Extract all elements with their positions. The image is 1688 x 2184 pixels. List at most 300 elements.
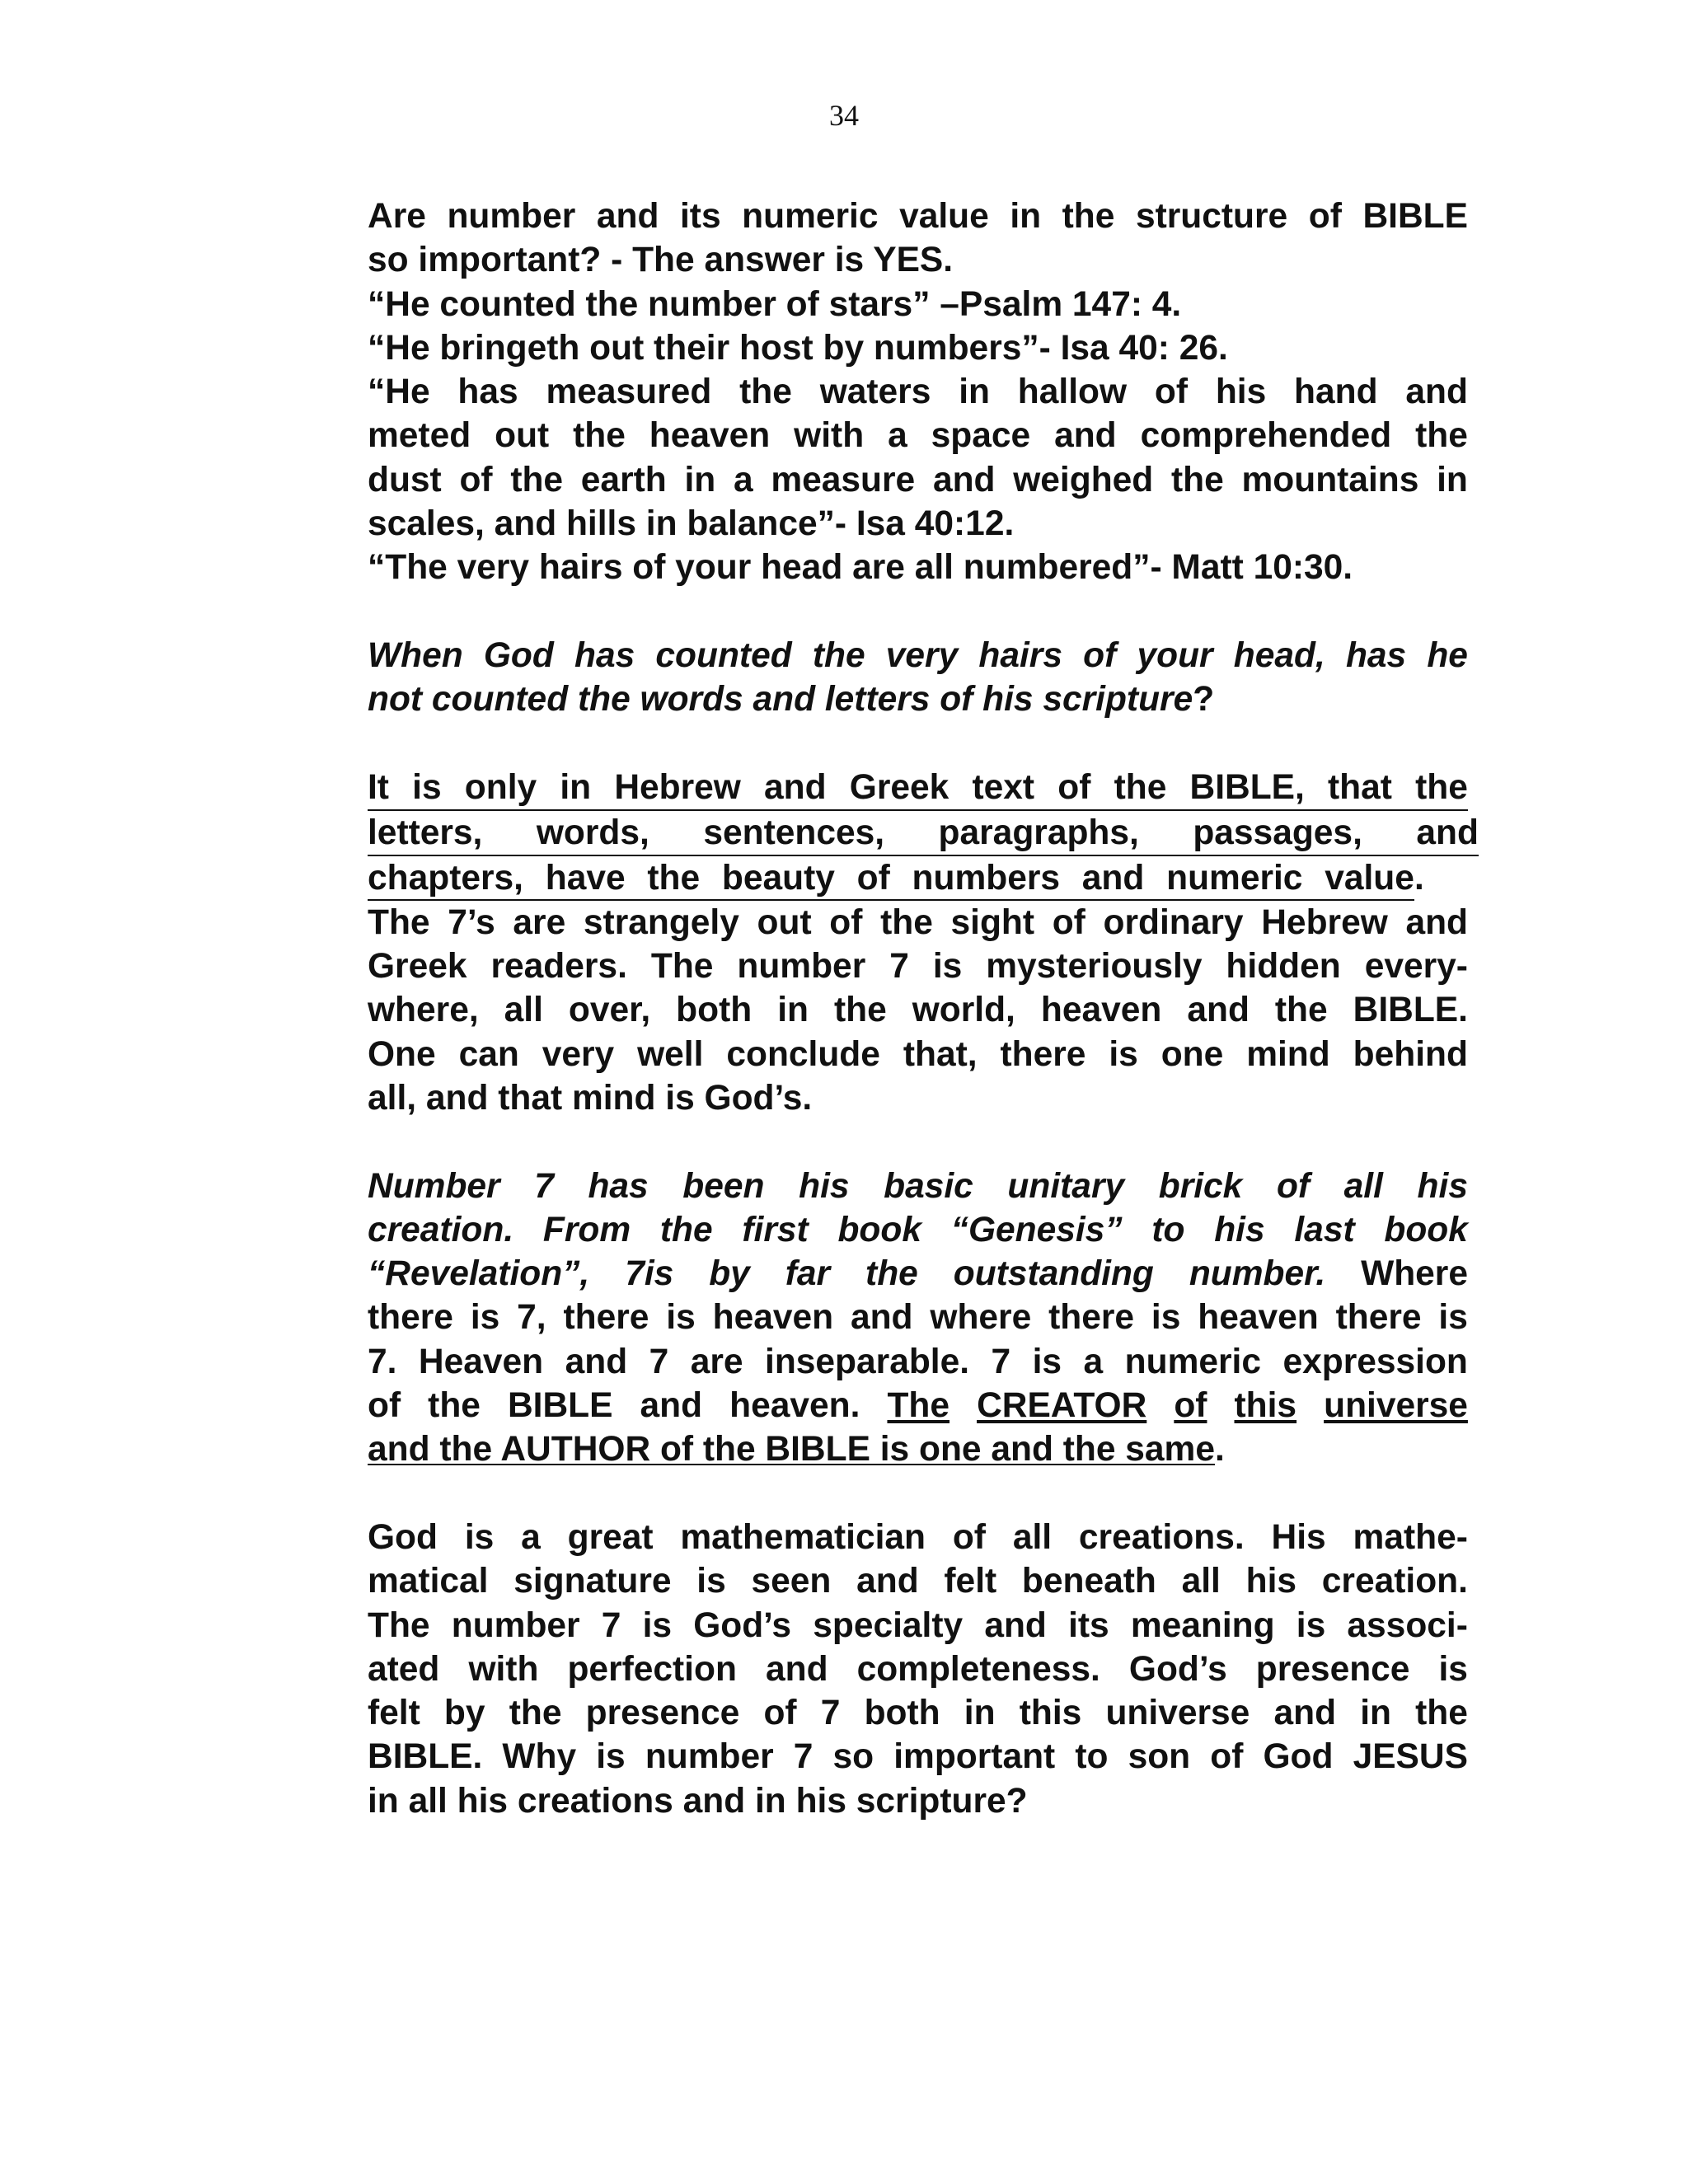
word: mind	[1246, 1034, 1330, 1074]
word: and	[932, 460, 996, 499]
word: presence	[585, 1694, 740, 1733]
word: in	[959, 373, 990, 412]
word: out	[495, 416, 550, 456]
word: BIBLE	[1362, 197, 1468, 236]
word: has	[574, 635, 635, 675]
word: is	[1296, 1605, 1326, 1645]
word: important	[893, 1737, 1056, 1777]
word: first	[742, 1210, 809, 1249]
word: and	[764, 767, 827, 807]
word: The	[368, 1605, 430, 1645]
word: His	[1271, 1517, 1326, 1557]
word: his	[1245, 1562, 1297, 1601]
word: the	[510, 460, 564, 499]
word: a	[733, 460, 753, 499]
word: that	[1328, 767, 1392, 807]
paragraph-3	[368, 766, 1479, 1120]
word: meted	[368, 416, 471, 456]
word: with	[468, 1649, 539, 1689]
word: outstanding	[953, 1254, 1154, 1294]
word: God	[1263, 1737, 1334, 1777]
word: has	[588, 1166, 649, 1206]
word: creation.	[1321, 1562, 1468, 1601]
word: The	[368, 902, 430, 942]
word: of	[952, 1517, 986, 1557]
word: BIBLE,	[1189, 767, 1305, 807]
word: is	[1109, 1034, 1138, 1074]
word: behind	[1353, 1034, 1468, 1074]
word: is	[1438, 1298, 1468, 1338]
word: chapters,	[368, 859, 523, 898]
word: “Genesis”	[950, 1210, 1123, 1249]
word: creation.	[368, 1210, 514, 1249]
text-line	[368, 1691, 1468, 1735]
word: universe	[1324, 1386, 1468, 1426]
word: structure	[1135, 197, 1288, 236]
word: 7	[793, 1737, 814, 1777]
word: in	[964, 1694, 996, 1733]
word: universe	[1105, 1694, 1250, 1733]
word: measured	[546, 373, 712, 412]
word: where,	[368, 991, 479, 1030]
text-line: so important? - The answer is YES.	[368, 241, 954, 280]
word: 7	[991, 1342, 1011, 1381]
word: this	[1234, 1386, 1297, 1426]
word: the	[1415, 767, 1468, 807]
word: the	[428, 1386, 481, 1426]
word: heaven	[712, 1298, 834, 1338]
word: and	[765, 1649, 828, 1689]
word: very	[542, 1034, 615, 1074]
word: When	[368, 635, 463, 675]
word: One	[368, 1034, 436, 1074]
word: is	[666, 1298, 696, 1338]
word: and	[984, 1605, 1047, 1645]
underlined-line	[368, 766, 1468, 811]
text-line	[368, 988, 1468, 1032]
word: a	[1083, 1342, 1104, 1381]
word: his	[1214, 1210, 1265, 1249]
word: 7.	[368, 1342, 397, 1381]
word: of	[829, 902, 863, 942]
word: the	[573, 416, 626, 456]
word: of	[368, 1386, 401, 1426]
word: Greek	[849, 767, 950, 807]
word: words,	[536, 813, 649, 853]
paragraph-spacer	[368, 590, 1468, 634]
word: completeness.	[856, 1649, 1100, 1689]
word: both	[864, 1694, 940, 1733]
word: the	[739, 373, 792, 412]
word: It	[368, 767, 389, 807]
word: hallow	[1017, 373, 1128, 412]
word: weighed	[1013, 460, 1154, 499]
word: 7,	[517, 1298, 546, 1338]
word: is	[596, 1737, 626, 1777]
page-number: 34	[829, 99, 859, 132]
word: unitary	[1007, 1166, 1125, 1206]
word: one	[1160, 1034, 1224, 1074]
word: beneath	[1021, 1562, 1156, 1601]
word: Number	[368, 1166, 500, 1206]
word: to	[1151, 1210, 1185, 1249]
word: there	[1000, 1034, 1086, 1074]
word: have	[545, 859, 626, 898]
word: sentences,	[703, 813, 885, 853]
paragraph-2	[368, 634, 1468, 722]
text-end: ?	[1193, 680, 1215, 719]
text-line: all, and that mind is God’s.	[368, 1078, 813, 1118]
text-line	[368, 1516, 1468, 1559]
word: the	[1171, 460, 1224, 499]
word: your	[1137, 635, 1213, 675]
word: the	[647, 859, 701, 898]
word: creations.	[1078, 1517, 1245, 1557]
word: world,	[912, 991, 1015, 1030]
word: associ-	[1347, 1605, 1468, 1645]
word: of	[1276, 1166, 1311, 1206]
text-end: .	[1214, 1430, 1225, 1469]
word: its	[679, 197, 721, 236]
word: numeric	[1124, 1342, 1261, 1381]
word: JESUS	[1353, 1737, 1468, 1777]
word: Where	[1361, 1254, 1468, 1294]
word: the	[880, 902, 933, 942]
paragraph-spacer	[368, 722, 1468, 766]
word: God’s	[1128, 1649, 1227, 1689]
word: of	[1174, 1386, 1207, 1426]
word: seen	[751, 1562, 832, 1601]
underlined-line	[368, 811, 1479, 856]
word: by	[709, 1254, 750, 1294]
paragraph-1	[368, 194, 1468, 590]
word: number	[451, 1605, 580, 1645]
text-line	[368, 1033, 1468, 1076]
word: beauty	[721, 859, 835, 898]
text-line: “He counted the number of stars” –Psalm 147: 4.	[368, 284, 1182, 324]
word: Greek	[368, 947, 467, 987]
word: the	[1274, 991, 1328, 1030]
word: in	[684, 460, 716, 499]
word: in	[1010, 197, 1042, 236]
word: is	[1151, 1298, 1181, 1338]
text-line	[368, 194, 1468, 238]
word: the	[1415, 416, 1468, 456]
word: far	[785, 1254, 831, 1294]
word: there	[368, 1298, 453, 1338]
word: are	[690, 1342, 743, 1381]
word: of	[1083, 635, 1117, 675]
text-line	[368, 1647, 1468, 1691]
word: numeric	[742, 197, 879, 236]
word: is	[1032, 1342, 1062, 1381]
word: BIBLE.	[1353, 991, 1468, 1030]
word: felt	[944, 1562, 997, 1601]
word: presence	[1255, 1649, 1410, 1689]
word: the	[1114, 767, 1167, 807]
word: all	[504, 991, 543, 1030]
word: both	[676, 991, 753, 1030]
text-line	[368, 1427, 1468, 1471]
word: Hebrew	[614, 767, 741, 807]
word: value	[1325, 859, 1414, 898]
word: of	[763, 1694, 797, 1733]
word: and	[1405, 373, 1468, 412]
text-line	[368, 634, 1468, 677]
word: matical	[368, 1562, 489, 1601]
word: Why	[502, 1737, 577, 1777]
word: of	[459, 460, 493, 499]
word: Heaven	[418, 1342, 544, 1381]
word: the	[509, 1694, 562, 1733]
word: all	[1181, 1562, 1221, 1601]
word: hand	[1294, 373, 1378, 412]
text-line: “The very hairs of your head are all numbered”- Matt 10:30.	[368, 548, 1353, 588]
word: the	[865, 1254, 918, 1294]
word: dust	[368, 460, 442, 499]
word: ated	[368, 1649, 440, 1689]
word: and	[640, 1386, 703, 1426]
word: 7	[601, 1605, 621, 1645]
text-line	[368, 414, 1468, 457]
word: is	[642, 1605, 673, 1645]
word: text	[972, 767, 1035, 807]
word: and	[1405, 902, 1468, 942]
word: over,	[568, 991, 651, 1030]
word: so	[832, 1737, 874, 1777]
word: are	[513, 902, 566, 942]
word: counted	[655, 635, 792, 675]
word: of	[1052, 902, 1085, 942]
word: sight	[950, 902, 1035, 942]
paragraph-5	[368, 1516, 1468, 1823]
word: of	[1154, 373, 1188, 412]
word: “He	[368, 373, 430, 412]
word: 7	[889, 947, 909, 987]
word: its	[1068, 1605, 1109, 1645]
word: and	[1054, 416, 1117, 456]
word: son	[1128, 1737, 1191, 1777]
word: can	[458, 1034, 519, 1074]
word: of	[1210, 1737, 1244, 1777]
word: ordinary	[1103, 902, 1244, 942]
word: waters	[819, 373, 931, 412]
word: space	[931, 416, 1031, 456]
word: to	[1075, 1737, 1109, 1777]
text-line	[368, 370, 1468, 414]
word: has	[457, 373, 518, 412]
word: of	[1308, 197, 1342, 236]
text-line: “He bringeth out their host by numbers”- Isa 40: 26.	[368, 328, 1228, 368]
word: The	[887, 1386, 950, 1426]
word: book	[1384, 1210, 1468, 1249]
word: heaven	[1198, 1298, 1319, 1338]
word: God	[368, 1517, 438, 1557]
text-line	[368, 677, 1468, 721]
word: brick	[1158, 1166, 1243, 1206]
word: and	[596, 197, 659, 236]
underlined-text	[368, 856, 1414, 900]
text-line	[368, 458, 1468, 502]
word: all	[1012, 1517, 1053, 1557]
word: strangely	[583, 902, 739, 942]
word: “Revelation”,	[368, 1254, 590, 1294]
word: God	[483, 635, 554, 675]
word: the	[1062, 197, 1115, 236]
word: last	[1294, 1210, 1355, 1249]
word: there	[563, 1298, 649, 1338]
word: letters,	[368, 813, 483, 853]
word: heaven	[649, 416, 771, 456]
word: 7is	[625, 1254, 674, 1294]
word: the	[659, 1210, 713, 1249]
text-line	[368, 1559, 1468, 1603]
word: is	[696, 1562, 726, 1601]
word: hairs	[978, 635, 1062, 675]
word: paragraphs,	[938, 813, 1139, 853]
word: there	[1335, 1298, 1422, 1338]
word: comprehended	[1140, 416, 1392, 456]
word: basic	[884, 1166, 973, 1206]
word: From	[542, 1210, 631, 1249]
word: all	[1343, 1166, 1383, 1206]
word: and	[856, 1562, 919, 1601]
paragraph-spacer	[368, 1472, 1468, 1516]
word: his	[1417, 1166, 1468, 1206]
word: out	[757, 902, 812, 942]
word: Are	[368, 197, 426, 236]
word: readers.	[490, 947, 627, 987]
word: in	[777, 991, 809, 1030]
word: has	[1345, 635, 1407, 675]
word: conclude	[726, 1034, 880, 1074]
word: and	[1273, 1694, 1337, 1733]
text-end: .	[1414, 859, 1424, 898]
word: God’s	[693, 1605, 792, 1645]
word: inseparable.	[765, 1342, 970, 1381]
word: by	[443, 1694, 485, 1733]
word: 7	[534, 1166, 554, 1206]
paragraph-spacer	[368, 1120, 1468, 1164]
word: head,	[1233, 635, 1325, 675]
text-line	[368, 901, 1468, 944]
word: the	[812, 635, 865, 675]
text-line	[368, 1296, 1468, 1339]
word: a	[888, 416, 907, 456]
word: mathe-	[1353, 1517, 1468, 1557]
text-line	[368, 1340, 1468, 1384]
text-line	[368, 1165, 1468, 1208]
word: number	[737, 947, 866, 987]
word: of	[856, 859, 890, 898]
word: 7’s	[448, 902, 495, 942]
word: number.	[1189, 1254, 1326, 1294]
word: meaning	[1130, 1605, 1275, 1645]
text-line: in all his creations and in his scripture?	[368, 1781, 1028, 1821]
word: is	[464, 1517, 495, 1557]
word: mysteriously	[986, 947, 1203, 987]
word: value	[899, 197, 989, 236]
text-line	[368, 1735, 1468, 1779]
word: with	[794, 416, 865, 456]
word: and	[565, 1342, 628, 1381]
paragraph-4	[368, 1165, 1468, 1472]
word: BIBLE.	[368, 1737, 483, 1777]
word: The	[650, 947, 714, 987]
word: and	[1416, 813, 1479, 853]
word: felt	[368, 1694, 420, 1733]
word: in	[1360, 1694, 1391, 1733]
word: perfection	[567, 1649, 737, 1689]
word: every-	[1364, 947, 1468, 987]
word: passages,	[1193, 813, 1362, 853]
word: numeric	[1166, 859, 1303, 898]
word: well	[637, 1034, 704, 1074]
word: been	[682, 1166, 765, 1206]
word: great	[567, 1517, 654, 1557]
word: and	[1081, 859, 1145, 898]
word: in	[560, 767, 592, 807]
text-line: scales, and hills in balance”- Isa 40:12.	[368, 504, 1015, 544]
word: his	[799, 1166, 850, 1206]
document-body	[368, 194, 1479, 1823]
word: where	[930, 1298, 1032, 1338]
word: and	[850, 1298, 913, 1338]
word: BIBLE	[507, 1386, 613, 1426]
word: and	[1187, 991, 1250, 1030]
word: 7	[649, 1342, 669, 1381]
word: there	[1048, 1298, 1135, 1338]
word: the	[833, 991, 887, 1030]
text-line	[368, 1208, 1468, 1252]
word: measure	[771, 460, 916, 499]
word: is	[1438, 1649, 1468, 1689]
word: very	[885, 635, 959, 675]
word: this	[1019, 1694, 1082, 1733]
word: heaven	[1040, 991, 1162, 1030]
text-line	[368, 1252, 1468, 1296]
word: numbers	[912, 859, 1061, 898]
word: Hebrew	[1261, 902, 1388, 942]
word: mountains	[1241, 460, 1419, 499]
word: earth	[580, 460, 667, 499]
text-line	[368, 1384, 1468, 1427]
word: is	[412, 767, 442, 807]
word: signature	[513, 1562, 672, 1601]
word: the	[1415, 1694, 1468, 1733]
word: book	[837, 1210, 921, 1249]
word: in	[1437, 460, 1468, 499]
word: CREATOR	[977, 1386, 1147, 1426]
word: he	[1427, 635, 1468, 675]
word: expression	[1282, 1342, 1468, 1381]
word: is	[932, 947, 963, 987]
word: only	[464, 767, 537, 807]
word: heaven.	[729, 1386, 860, 1426]
word: number	[645, 1737, 774, 1777]
word: that,	[903, 1034, 978, 1074]
underlined-text: and the AUTHOR of the BIBLE is one and the same	[368, 1430, 1215, 1469]
text-line	[368, 1604, 1468, 1647]
word: is	[470, 1298, 500, 1338]
italic-text: not counted the words and letters of his scripture	[368, 680, 1193, 719]
word: 7	[820, 1694, 841, 1733]
word: a	[521, 1517, 541, 1557]
word: number	[447, 197, 576, 236]
word: of	[1057, 767, 1091, 807]
word: specialty	[813, 1605, 964, 1645]
word: his	[1215, 373, 1267, 412]
